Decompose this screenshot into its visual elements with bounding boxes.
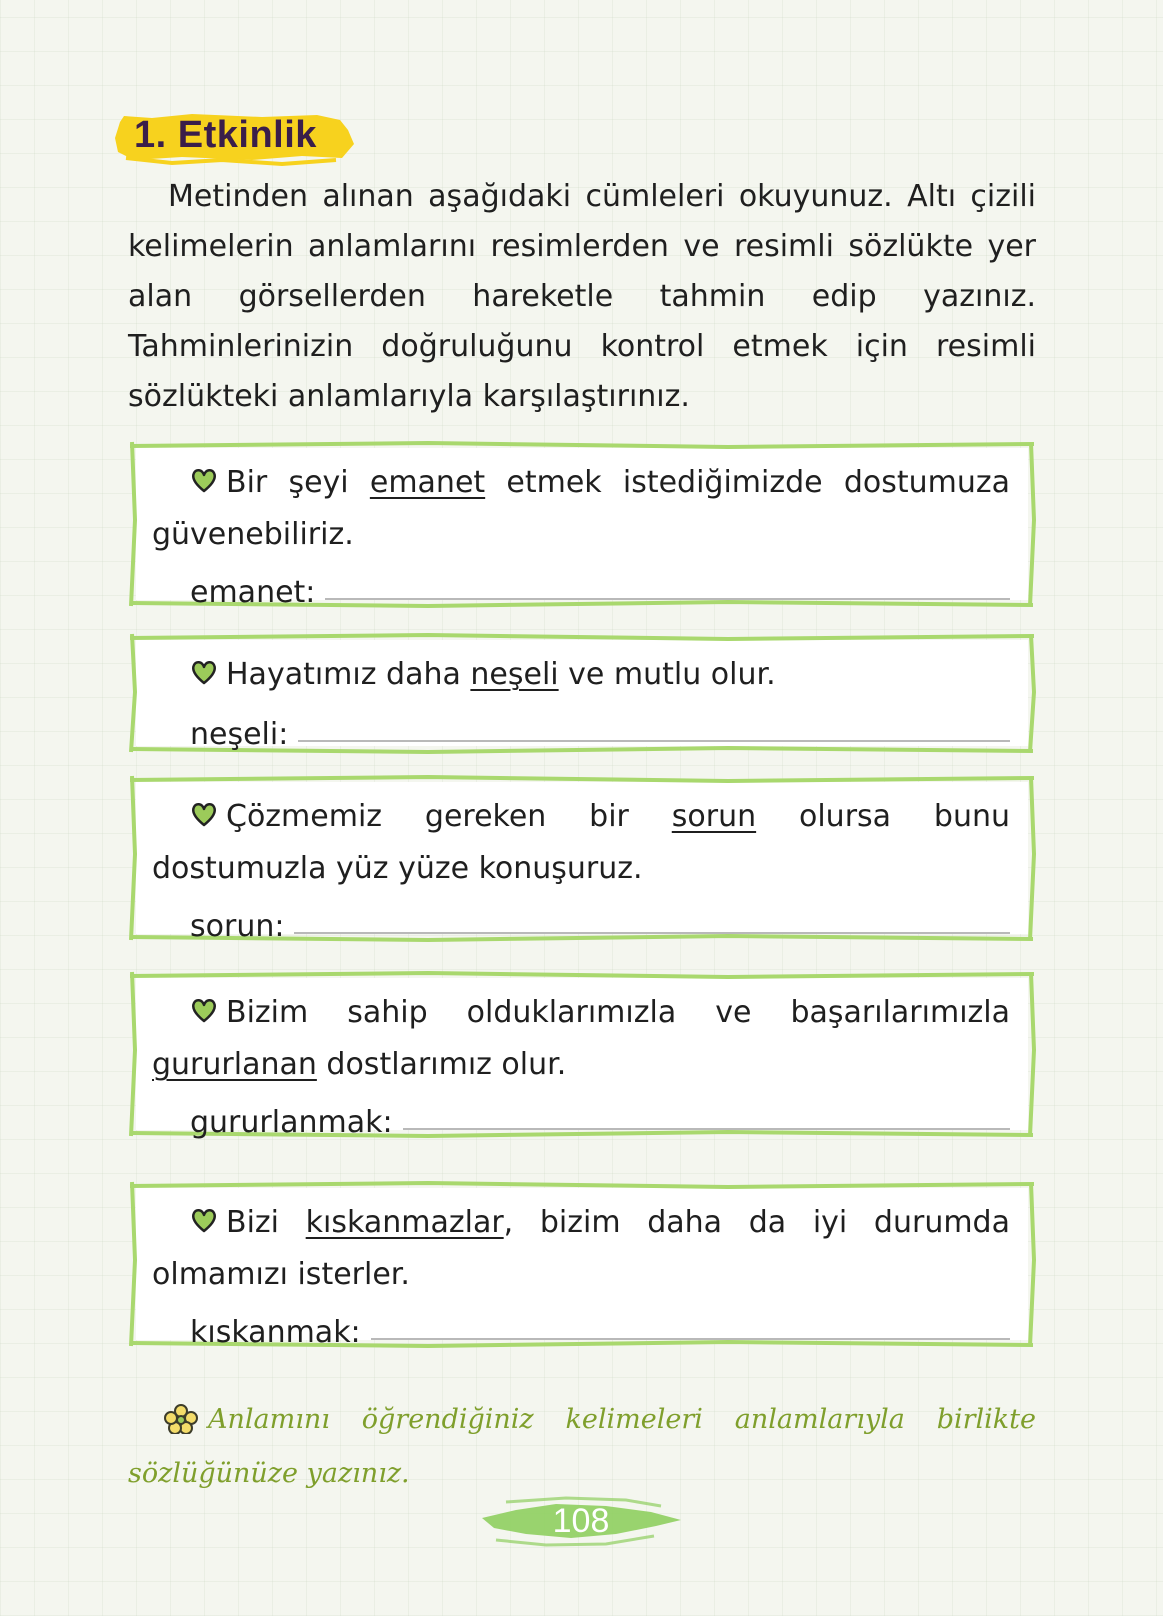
- question-card-4: [128, 970, 1036, 1138]
- sentence-after: olursa bunu dostumuzla yüz yüze konuşuruz.: [152, 799, 1010, 886]
- heart-icon: [190, 990, 218, 1040]
- answer-row: [190, 706, 1010, 752]
- sentence-before: Bizim sahip olduklarımızla ve başarılarımızla: [226, 995, 1010, 1030]
- sentence-before: Hayatımız daha: [226, 657, 471, 692]
- flower-icon: [164, 1402, 198, 1450]
- answer-row: [190, 1304, 1010, 1350]
- answer-label: kıskanmak:: [190, 1315, 361, 1350]
- answer-line[interactable]: [325, 597, 1010, 600]
- heart-icon: [190, 794, 218, 844]
- underlined-word: gururlanan: [152, 1047, 317, 1082]
- sentence-before: Bizi: [226, 1205, 306, 1240]
- note-text: Anlamını öğrendiğiniz kelimeleri anlamlarıyla birlikte sözlüğünüze yazınız.: [128, 1404, 1036, 1489]
- question-card-3: [128, 774, 1036, 942]
- question-card-5: [128, 1180, 1036, 1348]
- sentence-after: , bizim daha da iyi durumda olmamızı isterler.: [152, 1205, 1010, 1292]
- answer-label: sorun:: [190, 909, 285, 944]
- activity-title-text: 1. Etkinlik: [134, 114, 317, 156]
- answer-line[interactable]: [294, 931, 1010, 934]
- sentence-before: Bir şeyi: [226, 465, 370, 500]
- sentence: [152, 650, 1010, 702]
- sentence: [152, 988, 1010, 1090]
- answer-line[interactable]: [298, 739, 1010, 742]
- instructions: Metinden alınan aşağıdaki cümleleri okuyunuz. Altı çizili kelimelerin anlamlarını resimlerden ve resimli sözlükte yer alan görsellerden hareketle tahmin edip yazınız. Tahminlerinizin doğruluğunu kontrol etmek için resimli sözlükteki anlamlarıyla karşılaştırınız.: [128, 179, 1036, 414]
- question-card-2: [128, 632, 1036, 754]
- sentence: [152, 458, 1010, 560]
- answer-row: [190, 898, 1010, 944]
- activity-title: [112, 108, 357, 168]
- underlined-word: neşeli: [470, 657, 559, 692]
- question-card-1: [128, 440, 1036, 608]
- page-number-badge: [476, 1490, 686, 1552]
- underlined-word: kıskanmazlar: [305, 1205, 504, 1240]
- answer-label: gururlanmak:: [190, 1105, 393, 1140]
- answer-row: [190, 1094, 1010, 1140]
- heart-icon: [190, 1200, 218, 1250]
- dictionary-note: [128, 1396, 1036, 1498]
- answer-line[interactable]: [403, 1127, 1010, 1130]
- underlined-word: emanet: [369, 465, 486, 500]
- answer-label: neşeli:: [190, 717, 289, 752]
- sentence: [152, 1198, 1010, 1300]
- sentence: [152, 792, 1010, 894]
- answer-line[interactable]: [371, 1337, 1010, 1340]
- sentence-before: Çözmemiz gereken bir: [226, 799, 672, 834]
- page-number: 108: [552, 1502, 610, 1540]
- sentence-after: dostlarımız olur.: [316, 1047, 567, 1082]
- answer-label: emanet:: [190, 575, 316, 610]
- heart-icon: [190, 652, 218, 702]
- heart-icon: [190, 460, 218, 510]
- sentence-after: ve mutlu olur.: [558, 657, 776, 692]
- answer-row: [190, 564, 1010, 610]
- underlined-word: sorun: [671, 799, 757, 834]
- sentence-after: etmek istediğimizde dostumuza güvenebiliriz.: [152, 465, 1010, 552]
